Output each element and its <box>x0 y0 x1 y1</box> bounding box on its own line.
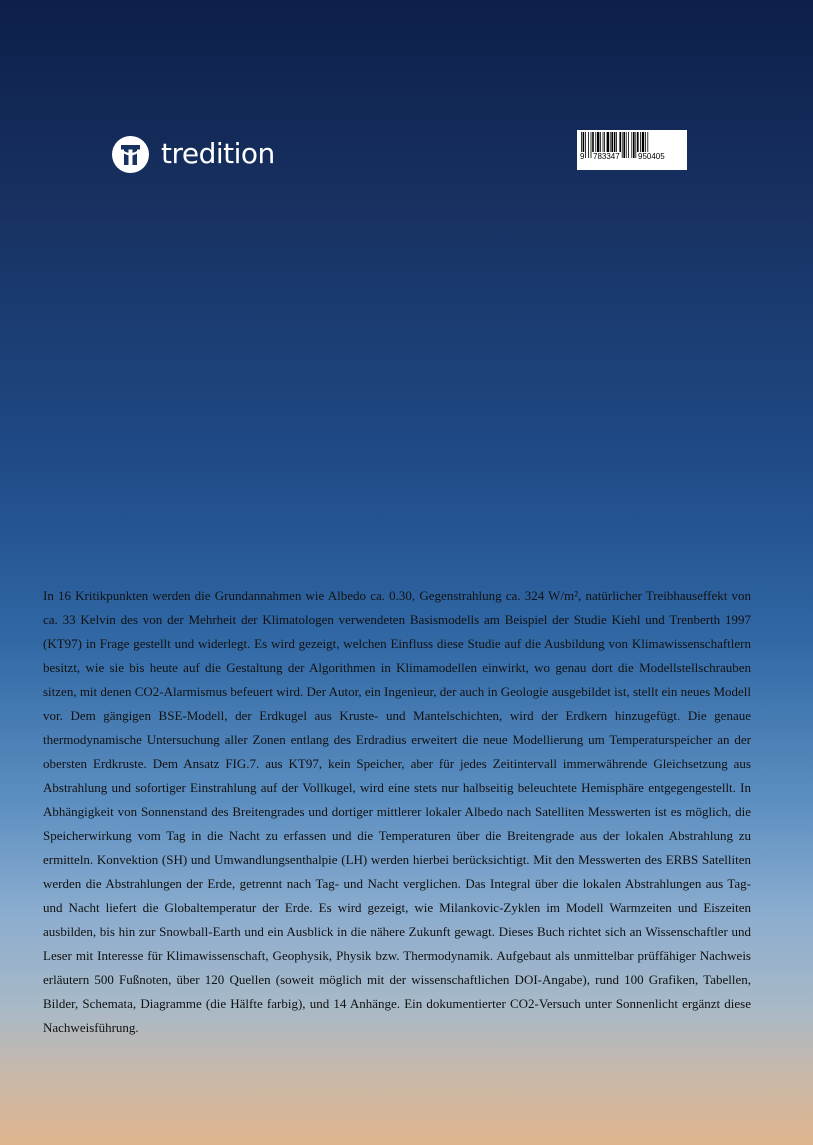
back-cover-blurb: In 16 Kritikpunkten werden die Grundannahmen wie Albedo ca. 0.30, Gegenstrahlung ca. 324 W/m², natürlicher Treibhauseffekt von ca. 33 Kelvin des von der Mehrheit der Klimatologen verwendeten Basismodells am Beispiel der Studie Kiehl und Trenberth 1997 (KT97) in Frage gestellt und widerlegt. Es wird gezeigt, welchen Einfluss diese Studie auf die Ausbildung von Klimawissenschaftlern besitzt, wie sie bis heute auf die Gestaltung der Algorithmen in Klimamodellen einwirkt, wo genau dort die Modellstellschrauben sitzen, mit denen CO2-Alarmismus befeuert wird. Der Autor, ein Ingenieur, der auch in Geologie ausgebildet ist, stellt ein neues Modell vor. Dem gängigen BSE-Modell, der Erdkugel aus Kruste- und Mantelschichten, wird der Erdkern hinzugefügt. Die genaue thermodynamische Untersuchung aller Zonen entlang des Erdradius erweitert die neue Modellierung um Temperaturspeicher an der obersten Erdkruste. Dem Ansatz FIG.7. aus KT97, kein Speicher, aber für jedes Zeitintervall immerwährende Gleichsetzung aus Abstrahlung und sofortiger Einstrahlung auf der Vollkugel, wird eine stets nur halbseitig beleuchtete Hemisphäre entgegengestellt. In Abhängigkeit von Sonnenstand des Breitengrades und dortiger mittlerer lokaler Albedo nach Satelliten Messwerten ist es möglich, die Speicherwirkung vom Tag in die Nacht zu erfassen und die Temperaturen über die Breitengrade aus der lokalen Abstrahlung zu ermitteln. Konvektion (SH) und Umwandlungsenthalpie (LH) werden hierbei berücksichtigt. Mit den Messwerten des ERBS Satelliten werden die Abstrahlungen der Erde, getrennt nach Tag- und Nacht verglichen. Das Integral über die lokalen Abstrahlungen aus Tag- und Nacht liefert die Globaltemperatur der Erde. Es wird gezeigt, wie Milankovic-Zyklen im Modell Warmzeiten und Eiszeiten ausbilden, bis hin zur Snowball-Earth und ein Ausblick in die nähere Zukunft gewagt. Dieses Buch richtet sich an Wissenschaftler und Leser mit Interesse für Klimawissenschaft, Geophysik, Physik bzw. Thermodynamik. Aufgebaut als unmittelbar prüffähiger Nachweis erläutern 500 Fußnoten, über 120 Quellen (soweit möglich mit der wissenschaftlichen DOI-Angabe), rund 100 Grafiken, Tabellen, Bilder, Schemata, Diagramme (die Hälfte farbig), und 14 Anhänge. Ein dokumentierter CO2-Versuch unter Sonnenlicht ergänzt diese Nachweisführung. <box>43 588 751 1035</box>
tredition-logo-icon <box>112 136 149 173</box>
barcode-digit-first: 9 <box>580 152 585 161</box>
barcode-digits-group1: 783347 <box>593 152 620 161</box>
isbn-barcode <box>577 130 687 170</box>
barcode-bars <box>577 130 687 170</box>
publisher-logo <box>112 134 275 174</box>
publisher-logo-text: tredition <box>161 137 275 170</box>
barcode-digits-group2: 950405 <box>638 152 665 161</box>
